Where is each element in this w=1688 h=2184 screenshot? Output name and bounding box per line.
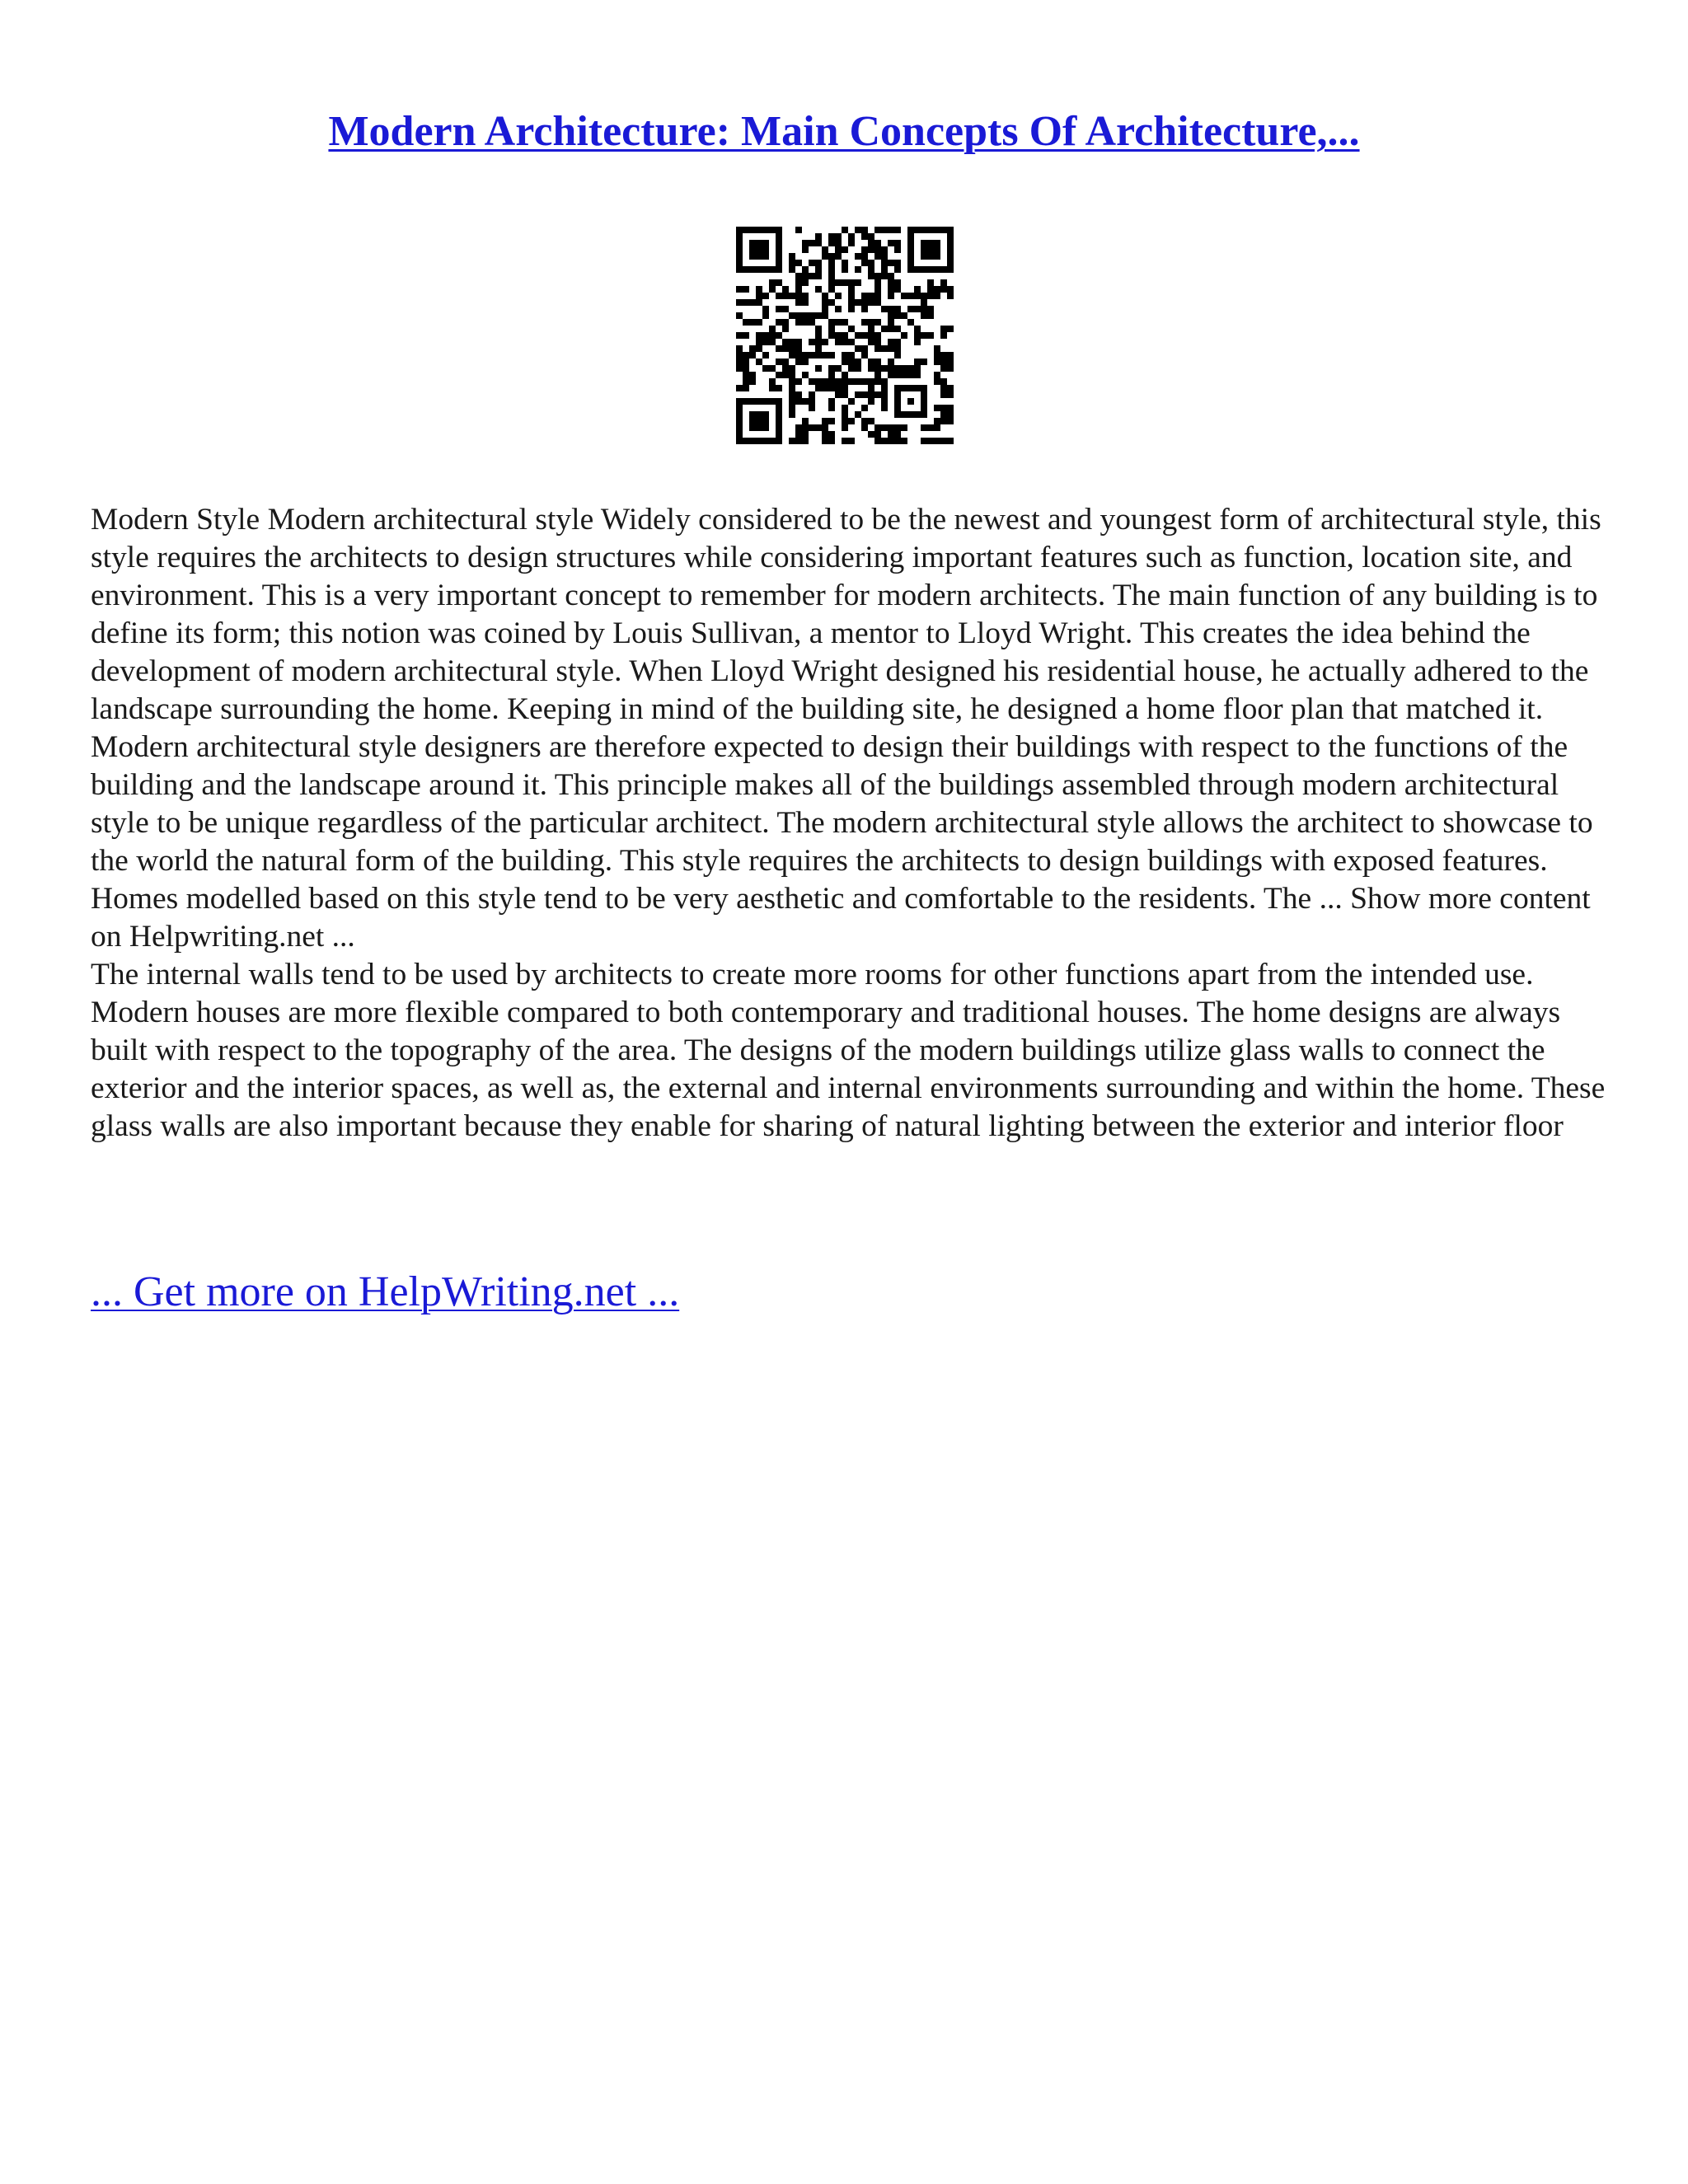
article-body xyxy=(91,501,1607,1146)
article-paragraph-2: The internal walls tend to be used by architects to create more rooms for other functions apart from the intended use. Modern houses are more flexible compared to both contemporary and traditional houses. The home designs are always built with respect to the topography of the area. The designs of the modern buildings utilize glass walls to connect the exterior and the interior spaces, as well as, the external and internal environments surrounding and within the home. These glass walls are also important because they enable for sharing of natural lighting between the exterior and interior floor xyxy=(91,958,1606,1143)
title-container xyxy=(0,105,1688,158)
article-paragraph-1: Modern Style Modern architectural style Widely considered to be the newest and youngest form of architectural style, this style requires the architects to design structures while considering important features such as function, location site, and environment. This is a very important concept to remember for modern architects. The main function of any building is to define its form; this notion was coined by Louis Sullivan, a mentor to Lloyd Wright. This creates the idea behind the development of modern architectural style. When Lloyd Wright designed his residential house, he actually adhered to the landscape surrounding the home. Keeping in mind of the building site, he designed a home floor plan that matched it. Modern architectural style designers are therefore expected to design their buildings with respect to the functions of the building and the landscape around it. This principle makes all of the buildings assembled through modern architectural style to be unique regardless of the particular architect. The modern architectural style allows the architect to showcase to the world the natural form of the building. This style requires the architects to design buildings with exposed features. Homes modelled based on this style tend to be very aesthetic and comfortable to the residents. The ... Show more content on Helpwriting.net ... xyxy=(91,503,1601,954)
get-more-link[interactable]: ... Get more on HelpWriting.net ... xyxy=(91,1268,680,1315)
page-title-link[interactable]: Modern Architecture: Main Concepts Of Architecture,... xyxy=(328,108,1360,155)
qr-code-icon xyxy=(736,227,954,444)
